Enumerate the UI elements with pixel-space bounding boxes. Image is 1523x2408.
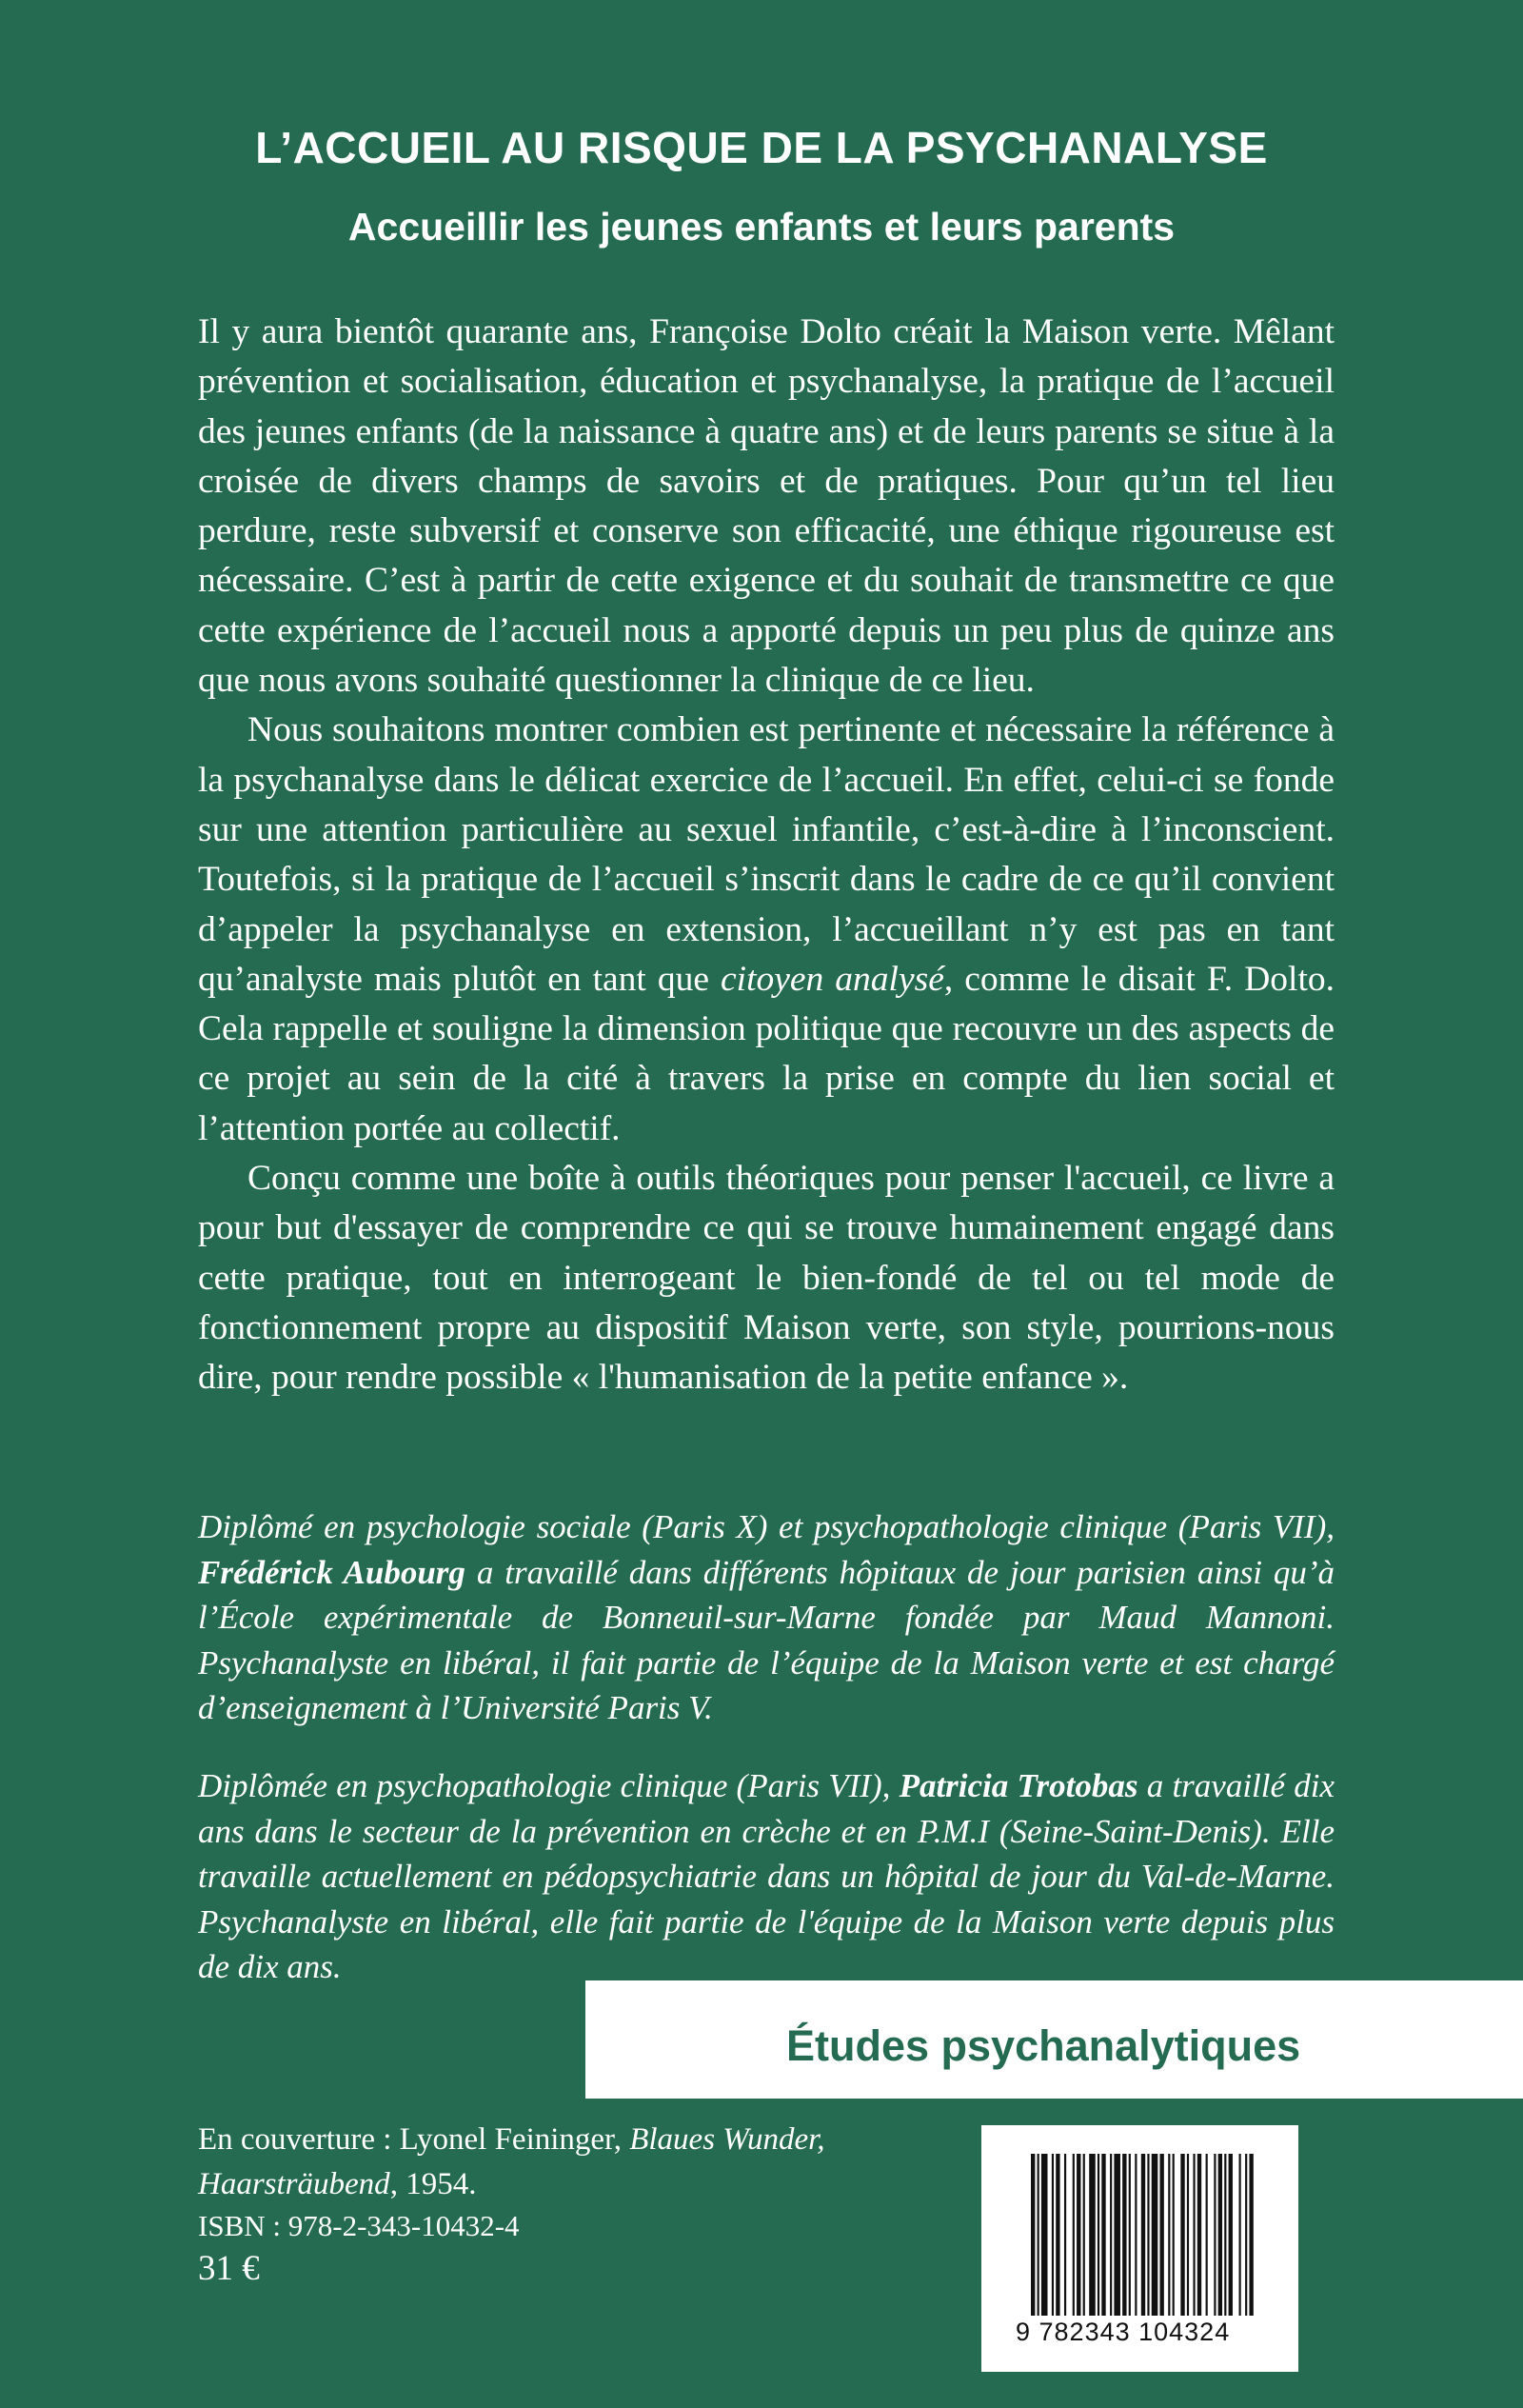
barcode-bars: [1031, 2154, 1256, 2316]
cover-credit-year: , 1954.: [389, 2167, 477, 2201]
author-bio-1-intro: Diplômé en psychologie sociale (Paris X) et psychopathologie clinique (Paris VII),: [198, 1508, 1335, 1545]
cover-artwork-title: Blaues Wunder, Haarsträubend: [198, 2122, 825, 2201]
barcode-bar: [1077, 2154, 1080, 2316]
barcode-bar: [1224, 2154, 1226, 2316]
price: 31 €: [198, 2249, 260, 2288]
barcode-digits: 9 782343 104324: [1016, 2318, 1231, 2346]
book-subtitle: Accueillir les jeunes enfants et leurs parents: [347, 205, 1176, 249]
barcode-bar: [1073, 2154, 1075, 2316]
barcode-bar: [1129, 2154, 1131, 2316]
barcode-bar: [1031, 2154, 1035, 2316]
barcode-bar: [1152, 2154, 1158, 2316]
barcode-bar: [1064, 2154, 1066, 2316]
barcode-bar: [1180, 2154, 1184, 2316]
blurb-paragraph-1: Il y aura bientôt quarante ans, Françoise Dolto créait la Maison verte. Mêlant prévention et socialisation, éducation et psychanalyse, la pratique de l’accueil des jeunes enfants (de la naissance à quatre ans) et de leurs parents se situe à la croisée de divers champs de savoirs et de pratiques. Pour qu’un tel lieu perdure, reste subversif et conserve son efficacité, une éthique rigoureuse est nécessaire. C’est à partir de cette exigence et du souhait de transmettre ce que cette expérience de l’accueil nous a apporté depuis un peu plus de quinze ans que nous avons souhaité questionner la clinique de ce lieu.: [198, 312, 1335, 701]
blurb: [198, 308, 1335, 1403]
barcode-bar: [1038, 2154, 1039, 2316]
author-bio-2-rest: a travaillé dix ans dans le secteur de la prévention en crèche et en P.M.I (Seine-Saint-Denis). Elle travaille actuellement en pédopsychiatrie dans un hôpital de jour du Val-de-Marne. Psychanalyste en libéral, elle fait partie de l'équipe de la Maison verte depuis plus de dix ans.: [198, 1767, 1335, 1985]
barcode-bar: [1089, 2154, 1096, 2316]
author-bio-2-intro: Diplômée en psychopathologie clinique (Paris VII),: [198, 1767, 900, 1804]
barcode-bar: [1239, 2154, 1241, 2316]
author-bio-1-rest: a travaillé dans différents hôpitaux de jour parisien ainsi qu’à l’École expérimentale de Bonneuil-sur-Marne fondée par Maud Mannoni. Psychanalyste en libéral, il fait partie de l’équipe de la Maison verte et est chargé d’enseignement à l’Université Paris V.: [198, 1553, 1335, 1726]
barcode-bar: [1141, 2154, 1145, 2316]
isbn: ISBN : 978-2-343-10432-4: [198, 2209, 520, 2242]
barcode-bar: [1110, 2154, 1112, 2316]
barcode-bar: [1173, 2154, 1175, 2316]
barcode-bar: [1114, 2154, 1120, 2316]
barcode-bar: [1187, 2154, 1189, 2316]
author-name-2: Patricia Trotobas: [899, 1767, 1138, 1804]
barcode-bar: [1041, 2154, 1048, 2316]
blurb-paragraph-2-part-2: , comme le disait F. Dolto. Cela rappelle et souligne la dimension politique que recouvre un des aspects de ce projet au sein de la cité à travers la prise en compte du lien social et l’attention portée au collectif.: [198, 959, 1335, 1148]
blurb-paragraph-2: [198, 706, 1335, 1154]
barcode-bar: [1245, 2154, 1247, 2316]
barcode-bar: [1168, 2154, 1170, 2316]
barcode-bar: [1052, 2154, 1054, 2316]
barcode-bar: [1098, 2154, 1099, 2316]
author-bio-1: [198, 1504, 1335, 1731]
barcode-bar: [1135, 2154, 1137, 2316]
barcode-bar: [1159, 2154, 1163, 2316]
barcode-bar: [1122, 2154, 1126, 2316]
barcode-bar: [1197, 2154, 1201, 2316]
barcode-bar: [1083, 2154, 1085, 2316]
barcode-bar: [1193, 2154, 1195, 2316]
barcode-bar: [1229, 2154, 1233, 2316]
barcode: [981, 2125, 1298, 2372]
barcode-bar: [1218, 2154, 1222, 2316]
author-name-1: Frédérick Aubourg: [198, 1553, 465, 1591]
blurb-paragraph-2-part-1: Nous souhaitons montrer combien est pertinente et nécessaire la référence à la psychanalyse dans le délicat exercice de l’accueil. En effet, celui-ci se fonde sur une attention particulière au sexuel infantile, c’est-à-dire à l’inconscient. Toutefois, si la pratique de l’accueil s’inscrit dans le cadre de ce qu’il convient d’appeler la psychanalyse en extension, l’accueillant n’y est pas en tant qu’analyste mais plutôt en tant que: [198, 710, 1335, 999]
barcode-bar: [1206, 2154, 1208, 2316]
barcode-bar: [1101, 2154, 1105, 2316]
barcode-bar: [1147, 2154, 1149, 2316]
barcode-bar: [1056, 2154, 1059, 2316]
cover-credit: [198, 2118, 883, 2207]
cover-credit-prefix: En couverture : Lyonel Feininger,: [198, 2122, 630, 2157]
book-title: L’ACCUEIL AU RISQUE DE LA PSYCHANALYSE: [255, 123, 1268, 172]
series-name: Études psychanalytiques: [786, 2021, 1301, 2070]
barcode-bar: [1249, 2154, 1253, 2316]
blurb-paragraph-3: Conçu comme une boîte à outils théoriques pour penser l'accueil, ce livre a pour but d'essayer de comprendre ce qui se trouve humainement engagé dans cette pratique, tout en interrogeant le bien-fondé de tel ou tel mode de fonctionnement propre au dispositif Maison verte, son style, pourrions-nous dire, pour rendre possible « l'humanisation de la petite enfance ».: [198, 1159, 1335, 1398]
author-bio-2: [198, 1763, 1335, 1990]
blurb-italic-phrase: citoyen analysé: [721, 959, 944, 999]
barcode-bar: [1214, 2154, 1216, 2316]
